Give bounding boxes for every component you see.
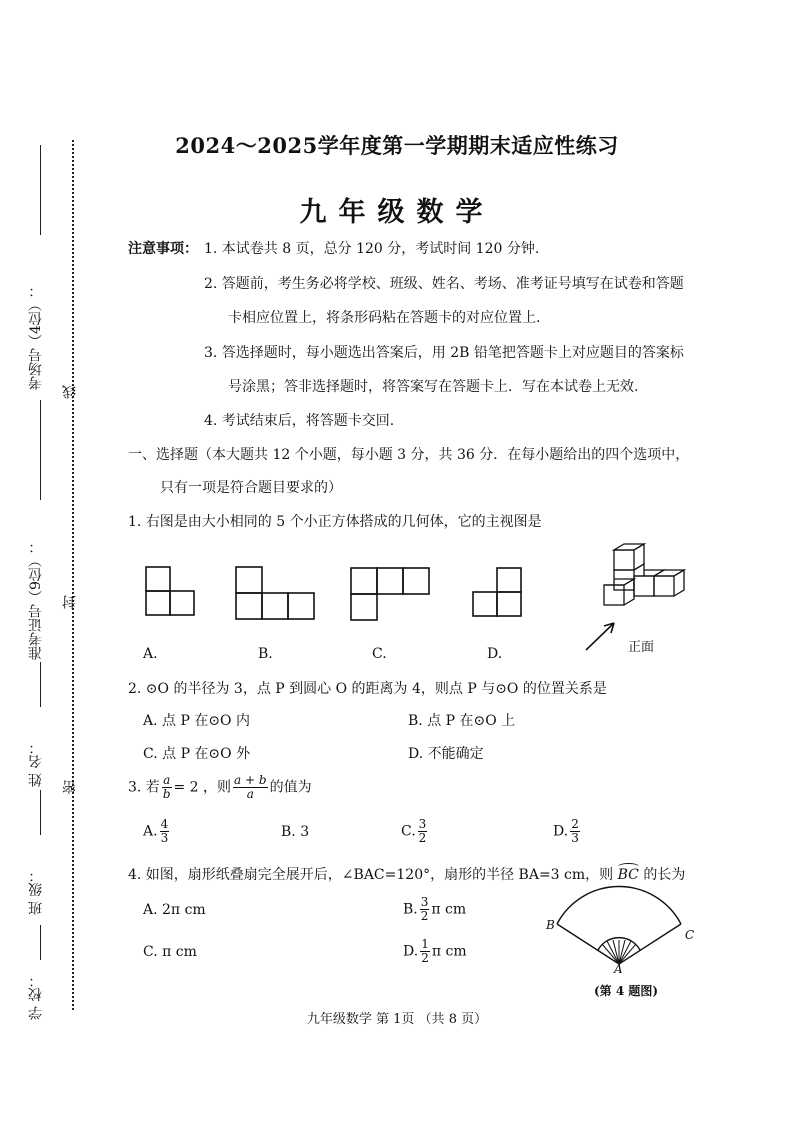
school-blank[interactable] xyxy=(40,925,41,960)
q2-option-c[interactable]: C. 点 P 在⊙O 外 xyxy=(143,746,251,762)
exam-title: 2024～2025学年度第一学期期末适应性练习 xyxy=(175,133,619,158)
exam-room-label: 考场号（4位）： xyxy=(28,283,44,390)
school-label: 学 校： xyxy=(28,973,44,1020)
q4-option-b[interactable]: B. $\frac{3}{2}$ π cm xyxy=(403,895,467,923)
name-label: 姓 名： xyxy=(28,740,44,787)
q4-arc-bc: BC xyxy=(617,867,639,883)
q1-solid-figure xyxy=(604,544,684,605)
q3-option-d[interactable]: D. $\frac{2}{3}$ xyxy=(553,817,579,845)
page-footer: 九年级数学 第 1页 （共 8 页） xyxy=(306,1012,488,1027)
q2-option-a[interactable]: A. 点 P 在⊙O 内 xyxy=(143,713,250,729)
mark-xian: 线 xyxy=(62,385,78,399)
ticket-no-label: 准考证号（9位）： xyxy=(28,539,44,660)
section-heading-2: 只有一项是符合题目要求的） xyxy=(160,480,342,496)
q4-stem: 4. 如图，扇形纸叠扇完全展开后，∠BAC=120°，扇形的半径 BA=3 cm，则 BC 的长为 xyxy=(128,867,686,883)
q4-label-b: B xyxy=(546,918,555,932)
q1-option-b[interactable]: B. xyxy=(258,646,273,662)
notice-item-2b: 卡相应位置上，将条形码粘在答题卡的对应位置上. xyxy=(228,310,541,326)
class-label: 班 级： xyxy=(28,868,44,915)
q1-option-d[interactable]: D. xyxy=(487,646,503,662)
mark-mi: 密 xyxy=(62,780,78,794)
q1-option-c-figure xyxy=(351,568,429,620)
q3-fraction-1: $\frac{a}{b}$ xyxy=(162,773,171,801)
q1-option-b-figure xyxy=(236,567,314,619)
notice-item-2: 2. 答题前，考生务必将学校、班级、姓名、考场、准考证号填写在试卷和答题 xyxy=(204,276,684,292)
class-blank[interactable] xyxy=(40,790,41,835)
q4-option-c[interactable]: C. π cm xyxy=(143,944,197,960)
q3-mid: = 2 ，则 xyxy=(173,779,232,796)
q4-option-a[interactable]: A. 2π cm xyxy=(143,902,206,918)
q3-option-a[interactable]: A. $\frac{4}{3}$ xyxy=(143,817,169,845)
q3-suffix: 的值为 xyxy=(269,779,312,796)
q4-label-a: A xyxy=(614,962,623,976)
q3-prefix: 3. 若 xyxy=(128,779,160,796)
q1-option-a[interactable]: A. xyxy=(143,646,158,662)
exam-subtitle: 九年级数学 xyxy=(299,197,495,228)
q1-front-label: 正面 xyxy=(628,640,655,655)
q2-option-b[interactable]: B. 点 P 在⊙O 上 xyxy=(408,713,516,729)
q2-stem: 2. ⊙O 的半径为 3，点 P 到圆心 O 的距离为 4，则点 P 与⊙O 的位置关系是 xyxy=(128,681,607,697)
mark-feng: 封 xyxy=(62,595,78,609)
q3-option-c[interactable]: C. $\frac{3}{2}$ xyxy=(401,817,427,845)
section-heading: 一、选择题（本大题共 12 个小题，每小题 3 分，共 36 分．在每小题给出的四个选项中， xyxy=(128,447,690,463)
q1-option-d-figure xyxy=(473,568,521,616)
notice-item-3: 3. 答选择题时，每小题选出答案后，用 2B 铅笔把答题卡上对应题目的答案标 xyxy=(204,345,684,361)
q1-front-arrow xyxy=(586,623,614,650)
q3-fraction-2: $\frac{a + b}{a}$ xyxy=(234,773,267,801)
q1-option-a-figure xyxy=(146,567,194,615)
q3-stem xyxy=(128,774,312,801)
notice-item-1: 1. 本试卷共 8 页，总分 120 分，考试时间 120 分钟. xyxy=(204,241,540,257)
q1-stem: 1. 右图是由大小相同的 5 个小正方体搭成的几何体，它的主视图是 xyxy=(128,514,542,530)
q1-figures xyxy=(0,540,794,670)
q1-option-c[interactable]: C. xyxy=(372,646,387,662)
notice-label: 注意事项： xyxy=(128,241,198,257)
q3-option-b[interactable]: B. 3 xyxy=(281,824,310,840)
q4-option-d[interactable]: D. $\frac{1}{2}$ π cm xyxy=(403,937,467,965)
q4-label-c: C xyxy=(685,928,695,942)
q2-option-d[interactable]: D. 不能确定 xyxy=(408,746,484,762)
notice-item-4: 4. 考试结束后，将答题卡交回. xyxy=(204,413,395,429)
ticket-no-blank[interactable] xyxy=(40,400,41,500)
q4-caption: (第 4 题图) xyxy=(594,984,659,998)
notice-item-3b: 号涂黑；答非选择题时，将答案写在答题卡上．写在本试卷上无效. xyxy=(228,379,639,395)
